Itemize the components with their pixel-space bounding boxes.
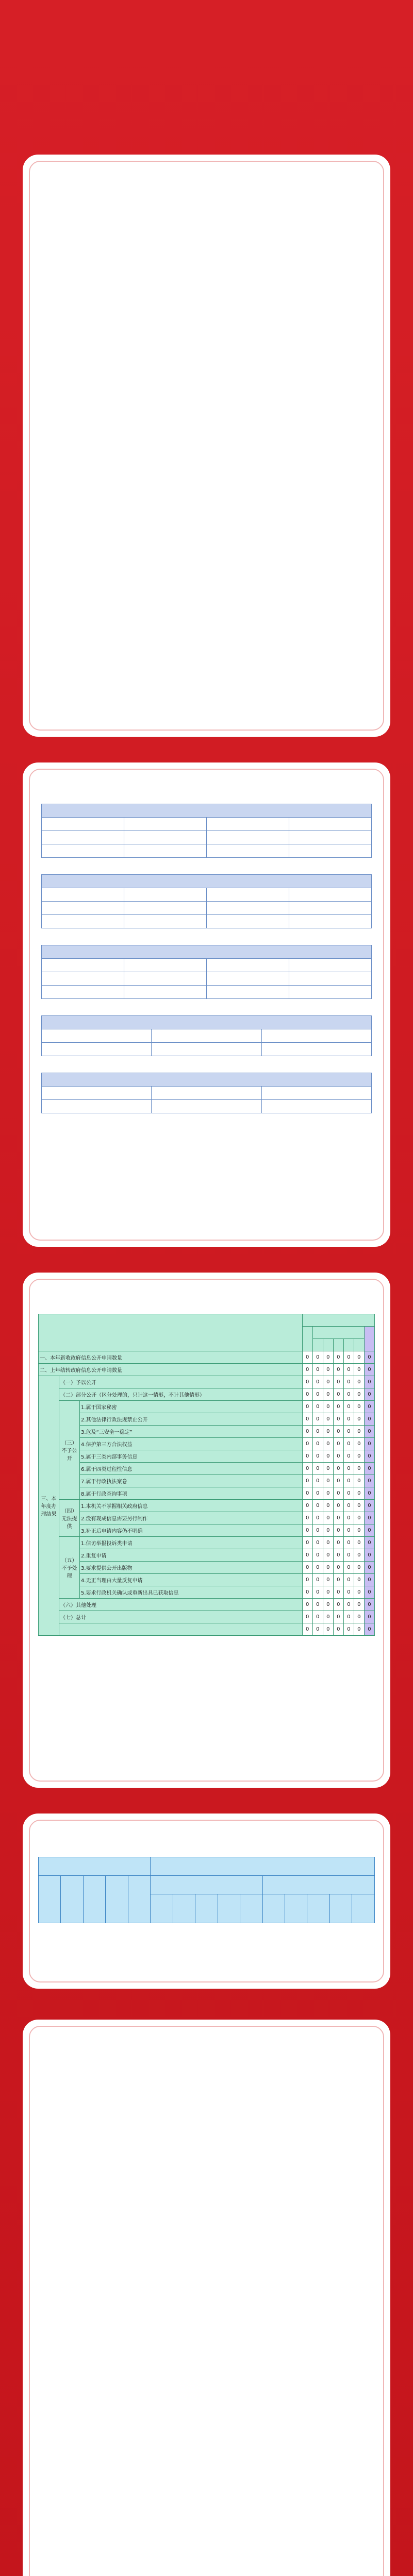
- applications-cell: 0: [333, 1487, 343, 1500]
- applications-cell: 0: [302, 1562, 312, 1574]
- applications-cell: 0: [333, 1401, 343, 1413]
- applications-cell: 0: [323, 1438, 333, 1450]
- applications-cell: 0: [312, 1401, 323, 1413]
- applications-cell: 0: [302, 1537, 312, 1549]
- applications-cell: 0: [333, 1351, 343, 1364]
- applications-cell: 0: [302, 1623, 312, 1636]
- applications-cell: 0: [323, 1450, 333, 1463]
- applications-cell: 0: [343, 1463, 354, 1475]
- applications-row-label: 2.没有现成信息需要另行制作: [80, 1512, 303, 1524]
- applications-cell: 0: [333, 1463, 343, 1475]
- applications-cell: 0: [302, 1351, 312, 1364]
- applications-cell: 0: [364, 1413, 374, 1426]
- applications-cell: 0: [333, 1475, 343, 1487]
- applications-row-label: 1.属于国家秘密: [80, 1401, 303, 1413]
- applications-cell: 0: [354, 1500, 364, 1512]
- applications-cell: 0: [312, 1537, 323, 1549]
- applications-cell: 0: [312, 1611, 323, 1623]
- applications-cell: 0: [333, 1500, 343, 1512]
- applications-cell: 0: [312, 1562, 323, 1574]
- applications-cell: 0: [354, 1537, 364, 1549]
- applications-cell: 0: [302, 1487, 312, 1500]
- section-overview: [23, 155, 390, 737]
- applications-cell: 0: [354, 1450, 364, 1463]
- applications-row-label: [59, 1623, 303, 1636]
- applications-row-label: 4.保护第三方合法权益: [80, 1438, 303, 1450]
- section-active-info: [23, 762, 390, 1247]
- applications-cell: 0: [364, 1487, 374, 1500]
- applications-cell: 0: [302, 1586, 312, 1599]
- applications-cell: 0: [323, 1463, 333, 1475]
- applications-cell: 0: [312, 1586, 323, 1599]
- applications-cell: 0: [354, 1438, 364, 1450]
- applications-row-label: 3.要求提供公开出版物: [80, 1562, 303, 1574]
- applications-cell: 0: [343, 1524, 354, 1537]
- applications-cell: 0: [312, 1450, 323, 1463]
- applications-cell: 0: [364, 1549, 374, 1562]
- applications-cell: 0: [312, 1500, 323, 1512]
- applications-cell: 0: [323, 1611, 333, 1623]
- applications-cell: 0: [343, 1450, 354, 1463]
- applications-cell: 0: [354, 1574, 364, 1586]
- applications-cell: 0: [354, 1364, 364, 1376]
- applications-cell: 0: [302, 1438, 312, 1450]
- applications-cell: 0: [364, 1376, 374, 1388]
- applications-cell: 0: [354, 1611, 364, 1623]
- applications-cell: 0: [354, 1586, 364, 1599]
- applications-cell: 0: [333, 1562, 343, 1574]
- applications-cell: 0: [333, 1512, 343, 1524]
- applications-table: [38, 1314, 375, 1636]
- review-table-wrap: [38, 1857, 375, 1949]
- applications-cell: 0: [312, 1524, 323, 1537]
- applications-cell: 0: [323, 1413, 333, 1426]
- report-header: [0, 0, 413, 139]
- applications-cell: 0: [323, 1599, 333, 1611]
- table-article20-8: [41, 1015, 372, 1056]
- applications-cell: 0: [343, 1611, 354, 1623]
- applications-cell: 0: [343, 1512, 354, 1524]
- applications-cell: 0: [354, 1475, 364, 1487]
- applications-cell: 0: [333, 1426, 343, 1438]
- applications-row-label: 二、上年结转政府信息公开申请数量: [39, 1364, 303, 1376]
- applications-row-label: （一）予以公开: [59, 1376, 303, 1388]
- applications-cell: 0: [302, 1574, 312, 1586]
- applications-cell: 0: [323, 1426, 333, 1438]
- applications-cell: 0: [343, 1562, 354, 1574]
- applications-cell: 0: [312, 1351, 323, 1364]
- applications-cell: 0: [354, 1413, 364, 1426]
- applications-cell: 0: [312, 1376, 323, 1388]
- applications-cell: 0: [333, 1537, 343, 1549]
- section-problems: [23, 2020, 390, 2576]
- applications-cell: 0: [354, 1562, 364, 1574]
- applications-cell: 0: [302, 1426, 312, 1438]
- applications-cell: 0: [323, 1351, 333, 1364]
- applications-cell: 0: [364, 1463, 374, 1475]
- section-applications: [23, 1273, 390, 1788]
- applications-cell: 0: [312, 1413, 323, 1426]
- applications-cell: 0: [364, 1537, 374, 1549]
- applications-cell: 0: [323, 1364, 333, 1376]
- applications-cell: 0: [333, 1413, 343, 1426]
- applications-subgroup-label: （三）不予公开: [59, 1401, 80, 1500]
- applications-cell: 0: [364, 1611, 374, 1623]
- applications-cell: 0: [312, 1364, 323, 1376]
- section-review-litigation: [23, 1814, 390, 1989]
- applications-cell: 0: [354, 1549, 364, 1562]
- applications-cell: 0: [312, 1487, 323, 1500]
- applications-cell: 0: [354, 1512, 364, 1524]
- applications-cell: 0: [302, 1475, 312, 1487]
- applications-cell: 0: [323, 1574, 333, 1586]
- applications-cell: 0: [333, 1586, 343, 1599]
- applications-cell: 0: [312, 1512, 323, 1524]
- applications-cell: 0: [364, 1574, 374, 1586]
- applications-cell: 0: [312, 1574, 323, 1586]
- applications-cell: 0: [364, 1475, 374, 1487]
- table-article20-5: [41, 874, 372, 928]
- table-article20-1: [41, 804, 372, 858]
- applications-row-label: 4.无正当理由大量反复申请: [80, 1574, 303, 1586]
- applications-cell: 0: [343, 1376, 354, 1388]
- applications-cell: 0: [323, 1401, 333, 1413]
- applications-cell: 0: [312, 1426, 323, 1438]
- applications-cell: 0: [354, 1487, 364, 1500]
- applications-cell: 0: [333, 1611, 343, 1623]
- applications-cell: 0: [302, 1364, 312, 1376]
- applications-cell: 0: [364, 1500, 374, 1512]
- applications-cell: 0: [354, 1463, 364, 1475]
- applications-cell: 0: [343, 1438, 354, 1450]
- applications-cell: 0: [343, 1599, 354, 1611]
- applications-cell: 0: [302, 1512, 312, 1524]
- applications-cell: 0: [354, 1599, 364, 1611]
- applications-row-label: 3.危及“三安全一稳定”: [80, 1426, 303, 1438]
- applications-cell: 0: [354, 1388, 364, 1401]
- applications-cell: 0: [312, 1463, 323, 1475]
- active-info-tables: [41, 804, 372, 1113]
- applications-cell: 0: [302, 1549, 312, 1562]
- applications-row-label: 一、本年新收政府信息公开申请数量: [39, 1351, 303, 1364]
- applications-table-wrap: [38, 1314, 375, 1636]
- applications-cell: 0: [354, 1426, 364, 1438]
- applications-cell: 0: [323, 1500, 333, 1512]
- applications-cell: 0: [364, 1401, 374, 1413]
- applications-cell: 0: [302, 1450, 312, 1463]
- applications-cell: 0: [343, 1487, 354, 1500]
- applications-subgroup-label: （五）不予处理: [59, 1537, 80, 1599]
- applications-cell: 0: [343, 1500, 354, 1512]
- applications-group-label: 三、本年度办理结果: [39, 1376, 59, 1636]
- applications-cell: 0: [364, 1388, 374, 1401]
- applications-cell: 0: [323, 1586, 333, 1599]
- applications-cell: 0: [312, 1388, 323, 1401]
- applications-cell: 0: [302, 1401, 312, 1413]
- applications-cell: 0: [364, 1426, 374, 1438]
- applications-cell: 0: [364, 1524, 374, 1537]
- applications-row-label: 8.属于行政查询事项: [80, 1487, 303, 1500]
- applications-cell: 0: [302, 1599, 312, 1611]
- applications-cell: 0: [333, 1524, 343, 1537]
- applications-cell: 0: [302, 1413, 312, 1426]
- applications-cell: 0: [364, 1364, 374, 1376]
- applications-cell: 0: [323, 1475, 333, 1487]
- applications-cell: 0: [354, 1351, 364, 1364]
- applications-cell: 0: [302, 1500, 312, 1512]
- applications-cell: 0: [333, 1599, 343, 1611]
- applications-cell: 0: [333, 1364, 343, 1376]
- applications-cell: 0: [343, 1537, 354, 1549]
- review-litigation-table: [38, 1857, 375, 1949]
- applications-cell: 0: [364, 1450, 374, 1463]
- applications-cell: 0: [312, 1549, 323, 1562]
- applications-cell: 0: [343, 1426, 354, 1438]
- applications-subgroup-label: （四）无法提供: [59, 1500, 80, 1537]
- applications-cell: 0: [312, 1475, 323, 1487]
- applications-cell: 0: [323, 1537, 333, 1549]
- applications-cell: 0: [343, 1413, 354, 1426]
- applications-cell: 0: [323, 1512, 333, 1524]
- applications-cell: 0: [333, 1376, 343, 1388]
- applications-cell: 0: [312, 1623, 323, 1636]
- applications-cell: 0: [333, 1549, 343, 1562]
- applications-cell: 0: [354, 1401, 364, 1413]
- applications-cell: 0: [302, 1388, 312, 1401]
- table-article20-6: [41, 945, 372, 999]
- applications-row-label: （二）部分公开（区分处理的，只计这一情形，不计其他情形）: [59, 1388, 303, 1401]
- applications-row-label: 2.其他法律行政法规禁止公开: [80, 1413, 303, 1426]
- applications-cell: 0: [343, 1623, 354, 1636]
- applications-cell: 0: [302, 1463, 312, 1475]
- applications-cell: 0: [364, 1562, 374, 1574]
- applications-cell: 0: [364, 1351, 374, 1364]
- applications-cell: 0: [364, 1623, 374, 1636]
- applications-row-label: （七）总计: [59, 1611, 303, 1623]
- applications-cell: 0: [343, 1586, 354, 1599]
- applications-cell: 0: [323, 1562, 333, 1574]
- applications-cell: 0: [343, 1549, 354, 1562]
- applications-cell: 0: [333, 1450, 343, 1463]
- applications-cell: 0: [312, 1438, 323, 1450]
- applications-cell: 0: [323, 1623, 333, 1636]
- applications-cell: 0: [302, 1524, 312, 1537]
- applications-cell: 0: [364, 1599, 374, 1611]
- table-article20-9: [41, 1073, 372, 1113]
- applications-cell: 0: [343, 1401, 354, 1413]
- applications-cell: 0: [312, 1599, 323, 1611]
- applications-cell: 0: [354, 1524, 364, 1537]
- applications-cell: 0: [343, 1351, 354, 1364]
- applications-cell: 0: [364, 1438, 374, 1450]
- applications-row-label: 6.属于四类过程性信息: [80, 1463, 303, 1475]
- applications-cell: 0: [343, 1475, 354, 1487]
- applications-cell: 0: [343, 1364, 354, 1376]
- applications-cell: 0: [364, 1586, 374, 1599]
- applications-cell: 0: [323, 1376, 333, 1388]
- applications-row-label: 7.属于行政执法案卷: [80, 1475, 303, 1487]
- applications-cell: 0: [354, 1623, 364, 1636]
- applications-cell: 0: [333, 1574, 343, 1586]
- applications-cell: 0: [323, 1549, 333, 1562]
- applications-cell: 0: [343, 1388, 354, 1401]
- applications-row-label: 1.信访举报投诉类申请: [80, 1537, 303, 1549]
- applications-cell: 0: [333, 1388, 343, 1401]
- applications-row-label: 1.本机关不掌握相关政府信息: [80, 1500, 303, 1512]
- applications-cell: 0: [333, 1438, 343, 1450]
- applications-cell: 0: [323, 1487, 333, 1500]
- applications-cell: 0: [333, 1623, 343, 1636]
- applications-row-label: 3.补正后申请内容仍不明确: [80, 1524, 303, 1537]
- applications-cell: 0: [364, 1512, 374, 1524]
- applications-cell: 0: [343, 1574, 354, 1586]
- applications-row-label: 2.重复申请: [80, 1549, 303, 1562]
- applications-row-label: （六）其他处理: [59, 1599, 303, 1611]
- applications-row-label: 5.属于三类内部事务信息: [80, 1450, 303, 1463]
- applications-cell: 0: [323, 1524, 333, 1537]
- applications-cell: 0: [302, 1611, 312, 1623]
- applications-row-label: 5.要求行政机关确认或重新出具已获取信息: [80, 1586, 303, 1599]
- applications-cell: 0: [302, 1376, 312, 1388]
- applications-cell: 0: [323, 1388, 333, 1401]
- applications-cell: 0: [354, 1376, 364, 1388]
